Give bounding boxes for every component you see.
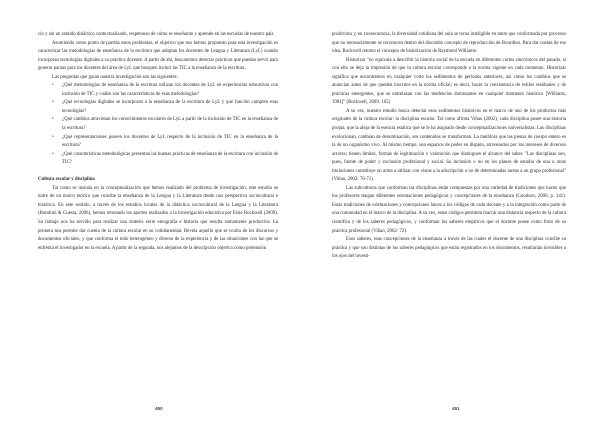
list-item: • ¿Qué cambios atraviesan los conocimientos escolares de LyL a partir de la inclusión de TIC en la enseñanza de la escritura?	[62, 116, 278, 133]
list-item: • ¿Qué características metodológicas presentan las buenas prácticas de enseñanza de la escritura con inclusión de TIC?	[62, 151, 278, 168]
page-number: 491	[452, 406, 460, 411]
left-paragraphs-before	[38, 31, 278, 82]
paragraph: A su vez, nuestro estudio busca detectar esos sedimentos históricos en el marco de uno de los productos más originales de la cultura escolar: la disciplina escolar. Tal como afirma Viñao (2002), cada disciplina posee una historia propia, que la aleja de la esencia estática que se le ha asignado desde conceptualizaciones universalistas. Las disciplinas evolucionan, cambian de denominación, sus contenidos se transforman. La metáfora que las piensa de cuerpo entero es la de un organismo vivo. Al mismo tiempo, son espacios de poder en disputa, atravesados por los intereses de diversos actores; tienen límites, formas de legitimación y valoración que distinguen el alcance del saber. "Las disciplinas son, pues, fuente de poder y exclusión profesional y social. Su inclusión o no en los planes de estudio de una u otras titulaciones constituye un arma a utilizar con vistas a la adscripción o no de determinadas tareas a un grupo profesional" (Viñao, 2002: 70-71).	[332, 108, 566, 183]
paragraph: Asumiendo como punto de partida estos problemas, el objetivo que nos hemos propuesto para esta investigación es caracterizar las metodologías de enseñanza de la escritura que adoptan los docentes de Lengua y Literatura (LyL) cuando incorporan tecnologías digitales a su práctica docente. A partir de ahí, buscaremos detectar prácticas que puedan servir para generar pautas para los docentes del área de LyL que busquen incluir las TIC a la enseñanza de la escritura.	[38, 40, 278, 72]
section-heading: Cultura escolar y disciplina	[38, 177, 95, 183]
paragraph: positivista y, en consecuencia, la diversidad cotidiana del aula se torna inteligible en tanto que conformada por procesos que no necesariamente se reconocen dentro del discutido concepto de reproducción de Bourdieu. Para dar cuenta de ese idea, Rockwell retoma el concepto de historización de Raymond Williams:	[332, 32, 566, 55]
paragraph: Las subculturas que conforman las disciplinas están compuestas por una variedad de tradiciones que hacen que los profesores tengan diferentes orientaciones pedagógicas y concepciones de la enseñanza (Goodson, 2000, p. 141). Estas tradiciones de orientaciones y concepciones hacen a los códigos de cada docente y a la integración como parte de una comunidad en el marco de la disciplina. A su vez, estos códigos permiten marcar una distancia respecto de la cultura científica y de los saberes pedagógicos, y conforman los saberes empíricos que el docente posee como fruto de su práctica profesional (Viñao, 2002: 72).	[332, 185, 566, 234]
quote-paragraph: Historizar "no equivale a describir la historia social de la escuela en diferentes cortes sincrónicos del pasado, si con ello se deja la impresión de que la cultura escolar corresponde a la norma vigente en cada momento. Historizar significa que encontremos en cualquier corte los sedimentos de periodos anteriores, así como los cambios que se anuncian antes de que queden inscritos en la norma oficial; es decir, hacer la coexistencia de estilos residuales y de prácticas emergentes, que se entrelazan con las tendencias dominantes en cualquier momento histórico [Williams, 1981]" (Rockwell, 2009: 165)	[332, 57, 566, 106]
list-item: • ¿Qué tecnologías digitales se incorporan a la enseñanza de la escritura de LyL y qué función cumplen esas tecnologías?	[62, 99, 278, 116]
list-item: • ¿Qué metodologías de enseñanza de la escritura utilizan los docentes de LyL en experiencias educativas con inclusión de TIC y cuáles son las características de esas metodologías?	[62, 82, 278, 99]
research-questions-list	[38, 82, 278, 167]
right-page	[300, 0, 600, 424]
paragraph: Las preguntas que guían nuestra investigación son las siguientes:	[52, 74, 178, 80]
paragraph: Tal como se insinúa en la conceptualización que hemos realizado del problema de investigación, este estudio se nutre de un marco teórico que concibe la enseñanza de la Lengua y la Literatura desde una perspectiva sociocultural e histórica. En este sentido, a través de los estudios locales de la didáctica sociocultural de la Lengua y la Literatura (Bombini & Cuesta, 2006), hemos retomado los aportes realizados a la investigación educativa por Elsie Rockwell (2009). Su trabajo nos ha servido para realizar una síntesis entre etnografía e historia que resulta sumamente productiva. La primera nos permite dar cuenta de la cultura escolar en su cotidianeidad. Revela aquello que se oculta de los discursos y documentos oficiales, y que conforma el todo heterogéneo y diverso de la experiencia y de las situaciones con las que se enfrenta el investigador en la escuela. A partir de la segunda, nos alejamos de la descripción objetiva como pretensión	[38, 185, 278, 251]
page-number: 490	[155, 406, 163, 411]
paragraph: cio y sin un sentido didáctico contextualizado, respetuoso de cómo se enseñaran y aprende en las escuelas de nuestro país.	[38, 32, 275, 37]
list-item: • ¿Qué representaciones poseen los docentes de LyL respecto de la inclusión de TIC en la enseñanza de la escritura?	[62, 134, 278, 151]
paragraph: Esos saberes, esas concepciones de la enseñanza a través de las cuales el docente de una disciplina concibe su práctica y que son distintas de los saberes pedagógicos que están registrados en los documentos, resultarían invisibles a los ojos del investi-	[332, 237, 566, 260]
